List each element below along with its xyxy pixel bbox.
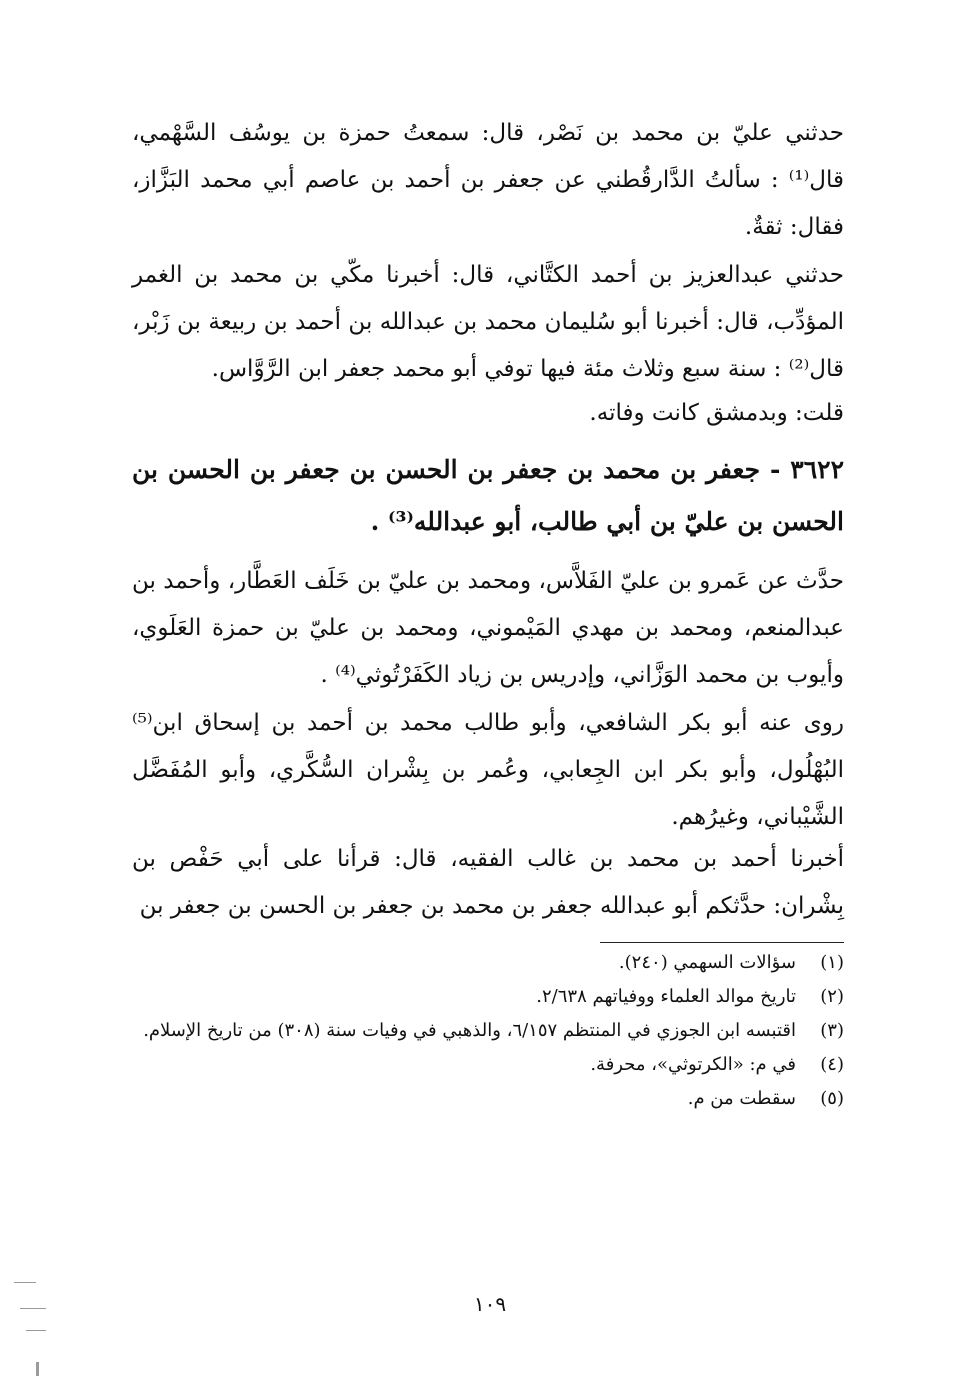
paragraph-1: حدثني عليّ بن محمد بن نَصْر، قال: سمعتُ حمزة بن يوسُف السَّهْمي، قال⁽¹⁾ : سألتُ الدَّارقُطني عن جعفر بن أحمد بن عاصم أبي محمد البَزَّاز، فقال: ثقةٌ. [132,120,844,240]
scan-artifact [14,1282,36,1283]
page-number: ١٠٩ [473,1292,507,1316]
footnote-1 [132,946,844,980]
paragraph-5: روى عنه أبو بكر الشافعي، وأبو طالب محمد بن أحمد بن إسحاق ابن⁽⁵⁾ البُهْلُول، وأبو بكر ابن الجِعابي، وعُمر بن بِشْران السُّكَّري، وأبو المُفَضَّل الشَّيْباني، وغيرُهم. [132,710,844,830]
footnote-number: (٥) [820,1088,844,1109]
footnote-text: اقتبسه ابن الجوزي في المنتظم ٦/١٥٧، والذهبي في وفيات سنة (٣٠٨) من تاريخ الإسلام. [143,1020,796,1041]
scan-artifact [26,1330,46,1331]
footnotes [132,946,844,1116]
paragraph-2: حدثني عبدالعزيز بن أحمد الكتَّاني، قال: أخبرنا مكّي بن محمد بن الغمر المؤدِّب، قال: أخبرنا أبو سُليمان محمد بن عبدالله بن أحمد بن ربيعة بن زَبْر، قال⁽²⁾ : سنة سبع وثلاث مئة فيها توفي أبو محمد جعفر ابن الرَّوَّاس. [132,262,844,382]
scan-artifact [36,1362,39,1376]
paragraph-6: أخبرنا أحمد بن محمد بن غالب الفقيه، قال: قرأنا على أبي حَفْص بن بِشْران: حدَّثكم أبو عبدالله جعفر بن محمد بن جعفر بن الحسن بن جعفر بن [132,846,844,919]
footnote-4 [132,1048,844,1082]
footnote-5 [132,1082,844,1116]
footnote-2 [132,980,844,1014]
footnote-text: في م: «الكرتوثي»، محرفة. [590,1054,796,1075]
paragraph-4: حدَّث عن عَمرو بن عليّ الفَلاَّس، ومحمد بن عليّ بن خَلَف العَطَّار، وأحمد بن عبدالمنعم، ومحمد بن مهدي المَيْموني، ومحمد بن عليّ بن حمزة العَلَوي، وأيوب بن محمد الوَزَّاني، وإدريس بن زياد الكَفَرْتُوثي⁽⁴⁾ . [132,568,844,688]
paragraph-3: قلت: وبدمشق كانت وفاته. [589,400,844,426]
footnote-divider [600,942,844,943]
entry-heading: ٣٦٢٢ - جعفر بن محمد بن جعفر بن الحسن بن جعفر بن الحسن بن الحسن بن عليّ بن أبي طالب، أبو عبدالله⁽³⁾ . [132,455,844,536]
footnote-number: (٢) [820,986,844,1007]
footnote-number: (١) [820,952,844,973]
footnote-3 [132,1014,844,1048]
footnote-text: تاريخ موالد العلماء ووفياتهم ٢/٦٣٨. [536,986,796,1007]
footnote-number: (٣) [820,1020,844,1041]
footnote-text: سؤالات السهمي (٢٤٠). [618,952,796,973]
footnote-number: (٤) [820,1054,844,1075]
footnote-text: سقطت من م. [687,1088,796,1109]
scan-artifact [20,1308,46,1309]
